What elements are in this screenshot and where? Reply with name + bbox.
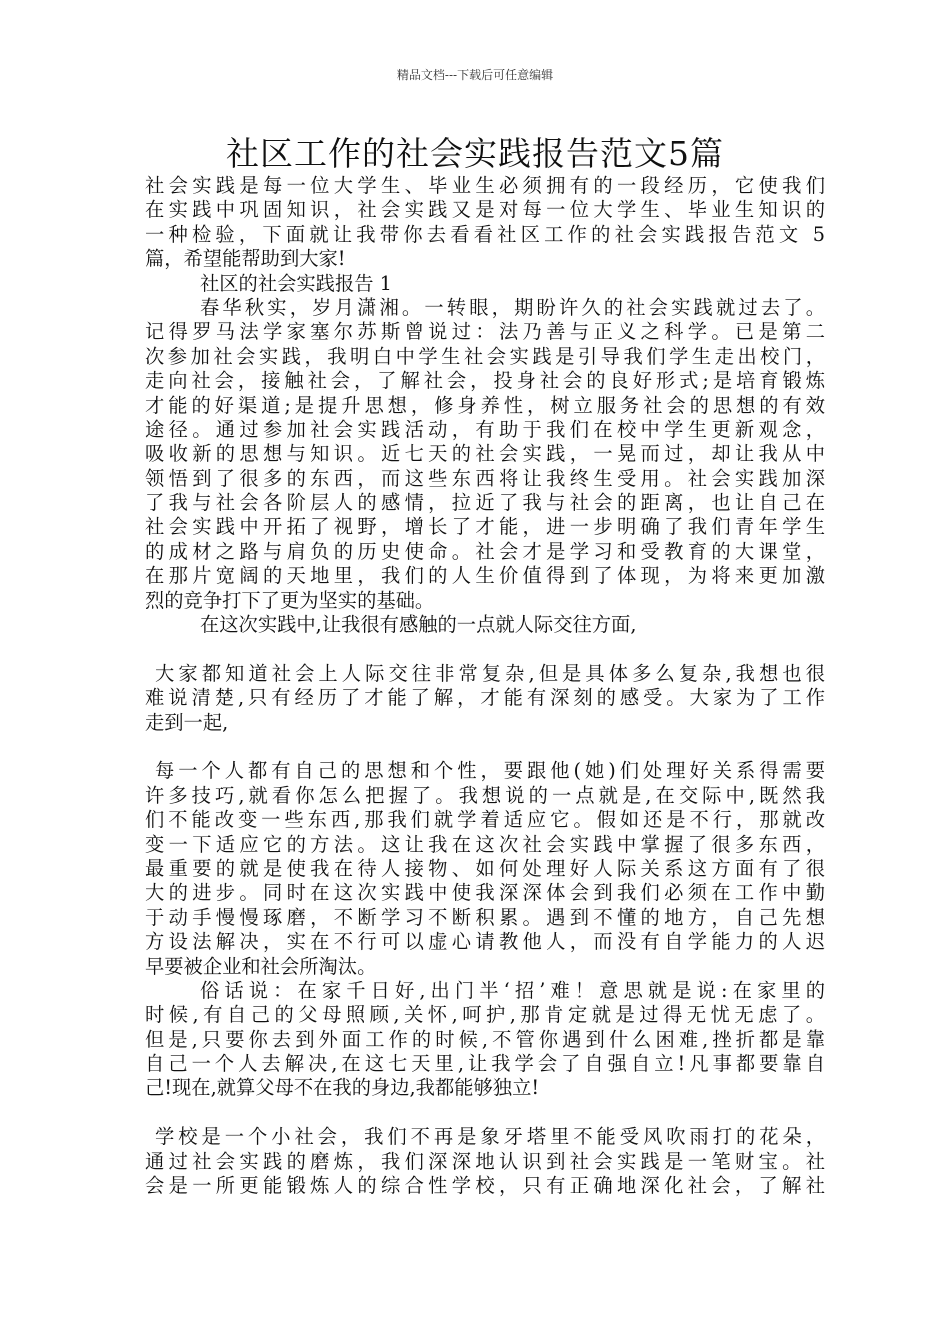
document-body: [145, 174, 825, 1198]
text-line: 难说清楚,只有经历了才能了解，才能有深刻的感受。大家为了工作: [145, 686, 825, 710]
text-line: 领悟到了很多的东西，而这些东西将让我终生受用。社会实践加深: [145, 466, 825, 490]
blank-line: [145, 735, 825, 759]
text-line: 但是,只要你去到外面工作的时候,不管你遇到什么困难,挫折都是靠: [145, 1027, 825, 1051]
text-line: 许多技巧,就看你怎么把握了。我想说的一点就是,在交际中,既然我: [145, 783, 825, 807]
text-line: 春华秋实，岁月潇湘。一转眼，期盼许久的社会实践就过去了。: [200, 295, 825, 319]
page-header: 精品文档---下载后可任意编辑: [396, 68, 554, 82]
text-line: 方设法解决，实在不行可以虚心请教他人，而没有自学能力的人迟: [145, 930, 825, 954]
text-line: 于动手慢慢琢磨，不断学习不断积累。遇到不懂的地方，自己先想: [145, 905, 825, 929]
text-line: 次参加社会实践，我明白中学生社会实践是引导我们学生走出校门，: [145, 344, 825, 368]
text-line: 社会实践是每一位大学生、毕业生必须拥有的一段经历，它使我们: [145, 174, 825, 197]
text-line: 变一下适应它的方法。这让我在这次社会实践中掌握了很多东西，: [145, 832, 825, 856]
text-line: 俗话说：在家千日好,出门半‘招’难！意思就是说:在家里的: [200, 978, 825, 1002]
text-line: 才能的好渠道;是提升思想，修身养性，树立服务社会的思想的有效: [145, 393, 825, 417]
text-line: 们不能改变一些东西,那我们就学着适应它。假如还是不行，那就改: [145, 808, 825, 832]
text-line: 走向社会，接触社会，了解社会，投身社会的良好形式;是培育锻炼: [145, 369, 825, 393]
text-line: 记得罗马法学家塞尔苏斯曾说过：法乃善与正义之科学。已是第二: [145, 320, 825, 344]
section-heading: 社区的社会实践报告 1: [200, 271, 392, 295]
text-line: 在实践中巩固知识，社会实践又是对每一位大学生、毕业生知识的: [145, 198, 825, 222]
text-line: 一种检验，下面就让我带你去看看社区工作的社会实践报告范文 5: [145, 222, 825, 246]
text-line: 大的进步。同时在这次实践中使我深深体会到我们必须在工作中勤: [145, 881, 825, 905]
text-line: 走到一起,: [145, 710, 229, 734]
blank-line: [145, 1101, 825, 1125]
blank-line: [145, 637, 825, 661]
text-line: 在那片宽阔的天地里，我们的人生价值得到了体现，为将来更加激: [145, 564, 825, 588]
text-line: 早要被企业和社会所淘汰。: [145, 954, 377, 978]
text-line: 每一个人都有自己的思想和个性，要跟他(她)们处理好关系得需要: [155, 759, 825, 783]
text-line: 最重要的就是使我在待人接物、如何处理好人际关系这方面有了很: [145, 856, 825, 880]
text-line: 时候,有自己的父母照顾,关怀,呵护,那肯定就是过得无忧无虑了。: [145, 1003, 825, 1027]
text-line: 篇，希望能帮助到大家!: [145, 247, 346, 271]
text-line: 吸收新的思想与知识。近七天的社会实践，一晃而过，却让我从中: [145, 442, 825, 466]
document-title: 社区工作的社会实践报告范文5篇: [226, 134, 724, 173]
text-line: 社会实践中开拓了视野，增长了才能，进一步明确了我们青年学生: [145, 515, 825, 539]
text-line: 学校是一个小社会，我们不再是象牙塔里不能受风吹雨打的花朵，: [155, 1125, 825, 1149]
text-line: 了我与社会各阶层人的感情，拉近了我与社会的距离，也让自己在: [145, 491, 825, 515]
text-line: 途径。通过参加社会实践活动，有助于我们在校中学生更新观念，: [145, 417, 825, 441]
text-line: 自己一个人去解决,在这七天里,让我学会了自强自立!凡事都要靠自: [145, 1052, 825, 1076]
text-line: 的成材之路与肩负的历史使命。社会才是学习和受教育的大课堂，: [145, 539, 825, 563]
text-line: 会是一所更能锻炼人的综合性学校，只有正确地深化社会，了解社: [145, 1174, 825, 1198]
text-line: 通过社会实践的磨炼，我们深深地认识到社会实践是一笔财宝。社: [145, 1149, 825, 1173]
text-line: 大家都知道社会上人际交往非常复杂,但是具体多么复杂,我想也很: [155, 661, 825, 685]
text-line: 在这次实践中,让我很有感触的一点就人际交往方面,: [200, 613, 637, 637]
text-line: 烈的竞争打下了更为坚实的基础。: [145, 588, 435, 612]
text-line: 己!现在,就算父母不在我的身边,我都能够独立!: [145, 1076, 540, 1100]
